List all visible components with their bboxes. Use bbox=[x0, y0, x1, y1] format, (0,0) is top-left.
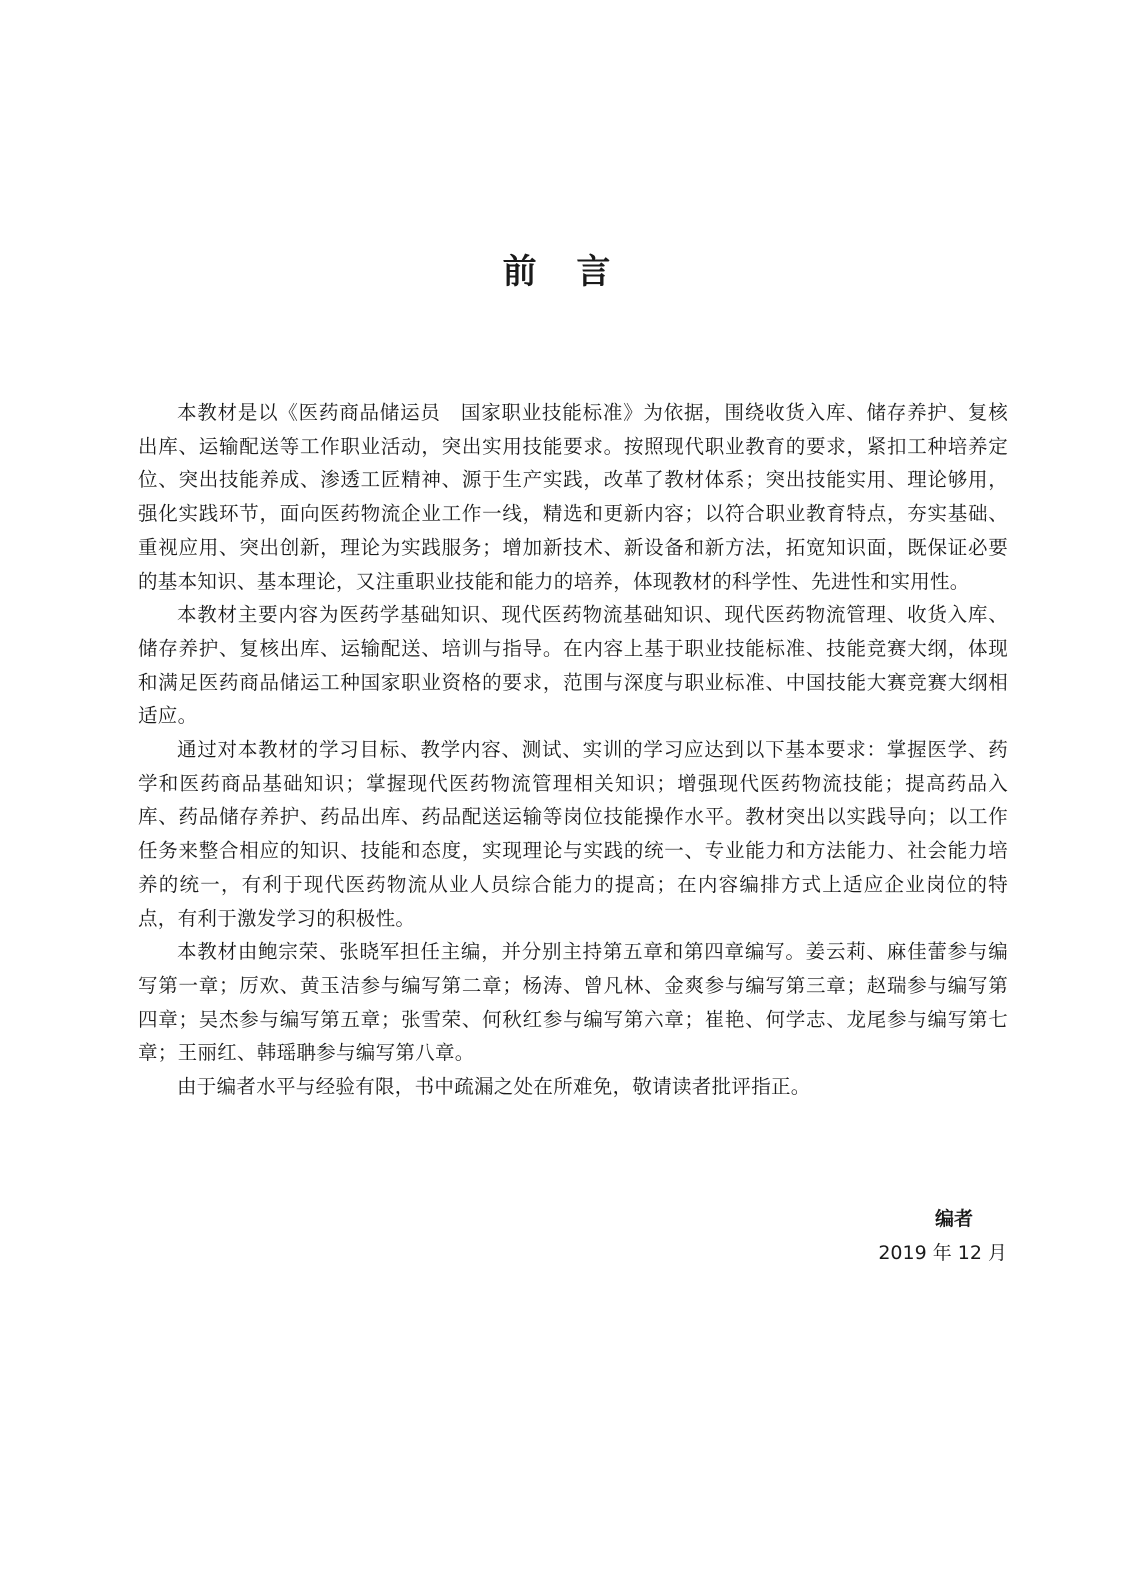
paragraph-content: 本教材主要内容为医药学基础知识、现代医药物流基础知识、现代医药物流管理、收货入库、储存养护、复核出库、运输配送、培训与指导。在内容上基于职业技能标准、技能竞赛大纲，体现和满足医药商品储运工种国家职业资格的要求，范围与深度与职业标准、中国技能大赛竞赛大纲相适应。 bbox=[138, 603, 1008, 728]
preface-body bbox=[138, 396, 1008, 1104]
signature-block bbox=[878, 1202, 1007, 1270]
paragraph-requirements: 通过对本教材的学习目标、教学内容、测试、实训的学习应达到以下基本要求：掌握医学、药学和医药商品基础知识；掌握现代医药物流管理相关知识；增强现代医药物流技能；提高药品入库、药品储存养护、药品出库、药品配送运输等岗位技能操作水平。教材突出以实践导向；以工作任务来整合相应的知识、技能和态度，实现理论与实践的统一、专业能力和方法能力、社会能力培养的统一，有利于现代医药物流从业人员综合能力的提高；在内容编排方式上适应企业岗位的特点，有利于激发学习的积极性。 bbox=[138, 738, 1008, 930]
signature-author: 编者 bbox=[934, 1208, 973, 1230]
paragraph-apology: 由于编者水平与经验有限，书中疏漏之处在所难免，敬请读者批评指正。 bbox=[177, 1075, 811, 1099]
page-title: 前 言 bbox=[502, 252, 625, 292]
paragraph-basis: 本教材是以《医药商品储运员 国家职业技能标准》为依据，围绕收货入库、储存养护、复核出库、运输配送等工作职业活动，突出实用技能要求。按照现代职业教育的要求，紧扣工种培养定位、突出技能养成、渗透工匠精神、源于生产实践，改革了教材体系；突出技能实用、理论够用，强化实践环节，面向医药物流企业工作一线，精选和更新内容；以符合职业教育特点，夯实基础、重视应用、突出创新，理论为实践服务；增加新技术、新设备和新方法，拓宽知识面，既保证必要的基本知识、基本理论，又注重职业技能和能力的培养，体现教材的科学性、先进性和实用性。 bbox=[138, 401, 1008, 593]
signature-date: 2019 年 12 月 bbox=[878, 1242, 1007, 1264]
paragraph-authors: 本教材由鲍宗荣、张晓军担任主编，并分别主持第五章和第四章编写。姜云莉、麻佳蕾参与编写第一章；厉欢、黄玉洁参与编写第二章；杨涛、曾凡林、金爽参与编写第三章；赵瑞参与编写第四章；吴杰参与编写第五章；张雪荣、何秋红参与编写第六章；崔艳、何学志、龙尾参与编写第七章；王丽红、韩瑶聃参与编写第八章。 bbox=[138, 940, 1008, 1065]
